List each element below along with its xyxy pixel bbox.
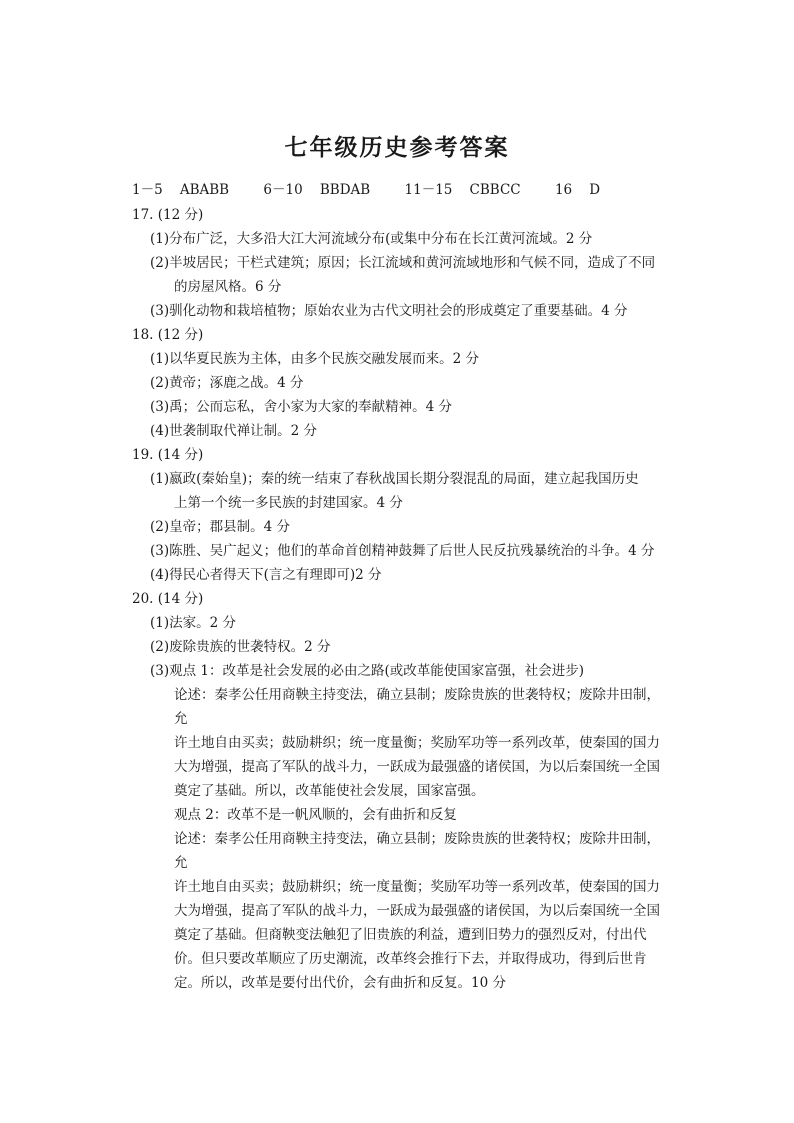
page-title: 七年级历史参考答案 <box>284 134 510 161</box>
essay-line: 大为增强，提高了军队的战斗力，一跃成为最强盛的诸侯国，为以后秦国统一全国 <box>174 759 660 775</box>
answer-line: (3)观点 1：改革是社会发展的必由之路(或改革能使国家富强，社会进步) <box>150 663 585 679</box>
answer-line: (3)驯化动物和栽培植物；原始农业为古代文明社会的形成奠定了重要基础。4 分 <box>150 303 628 319</box>
question-19-heading: 19. (14 分) <box>132 447 204 463</box>
essay-line: 论述：秦孝公任用商鞅主持变法，确立县制；废除贵族的世袭特权；废除井田制，允 <box>174 687 660 727</box>
answer-line: (1)以华夏民族为主体，由多个民族交融发展而来。2 分 <box>150 351 480 367</box>
question-20-heading: 20. (14 分) <box>132 591 204 607</box>
answer-line: (2)废除贵族的世袭特权。2 分 <box>150 639 331 655</box>
essay-line: 论述：秦孝公任用商鞅主持变法，确立县制；废除贵族的世袭特权；废除井田制，允 <box>174 831 660 871</box>
answer-line-continuation: 上第一个统一多民族的封建国家。4 分 <box>174 495 403 511</box>
multiple-choice-answers: 1－5 ABABB 6－10 BBDAB 11－15 CBBCC 16 D <box>132 182 601 198</box>
question-17 <box>132 203 672 323</box>
answer-line-text: (2)半坡居民；干栏式建筑；原因；长江流域和黄河流域地形和气候不同，造成了不同 <box>150 255 656 271</box>
answer-line: (4)世袭制取代禅让制。2 分 <box>150 423 318 439</box>
essay-line: 观点 2：改革不是一帆风顺的，会有曲折和反复 <box>174 807 457 823</box>
question-18 <box>132 323 672 443</box>
answer-line: (2)皇帝；郡县制。4 分 <box>150 519 291 535</box>
essay-line: 奠定了基础。所以，改革能使社会发展，国家富强。 <box>174 783 485 799</box>
answer-line: (2)黄帝；涿鹿之战。4 分 <box>150 375 304 391</box>
answer-line: (3)陈胜、吴广起义；他们的革命首创精神鼓舞了后世人民反抗残暴统治的斗争。4 分 <box>150 543 655 559</box>
essay-line: 大为增强，提高了军队的战斗力，一跃成为最强盛的诸侯国，为以后秦国统一全国 <box>174 903 660 919</box>
answer-line: (4)得民心者得天下(言之有理即可)2 分 <box>150 567 382 583</box>
essay-line: 许土地自由买卖；鼓励耕织；统一度量衡；奖励军功等一系列改革，使秦国的国力 <box>174 735 660 751</box>
question-20 <box>132 587 672 995</box>
answer-line: (1)分布广泛，大多沿大江大河流域分布(或集中分布在长江黄河流域。2 分 <box>150 231 593 247</box>
question-19 <box>132 443 672 587</box>
answer-line-continuation: 的房屋风格。6 分 <box>174 279 282 295</box>
essay-line: 奠定了基础。但商鞅变法触犯了旧贵族的利益，遭到旧势力的强烈反对，付出代 <box>174 927 647 943</box>
answer-line <box>150 251 672 299</box>
answer-line: (3)禹；公而忘私，舍小家为大家的奉献精神。4 分 <box>150 399 453 415</box>
answer-line-text: (1)嬴政(秦始皇)；秦的统一结束了春秋战国长期分裂混乱的局面，建立起我国历史 <box>150 471 639 487</box>
answer-line: (1)法家。2 分 <box>150 615 237 631</box>
essay-line: 价。但只要改革顺应了历史潮流，改革终会推行下去，并取得成功，得到后世肯 <box>174 951 647 967</box>
answer-content <box>132 178 672 995</box>
question-17-heading: 17. (12 分) <box>132 207 204 223</box>
question-18-heading: 18. (12 分) <box>132 327 204 343</box>
essay-line: 许土地自由买卖；鼓励耕织；统一度量衡；奖励军功等一系列改革，使秦国的国力 <box>174 879 660 895</box>
essay-line: 定。所以，改革是要付出代价，会有曲折和反复。10 分 <box>174 975 506 991</box>
answer-line <box>150 467 672 515</box>
